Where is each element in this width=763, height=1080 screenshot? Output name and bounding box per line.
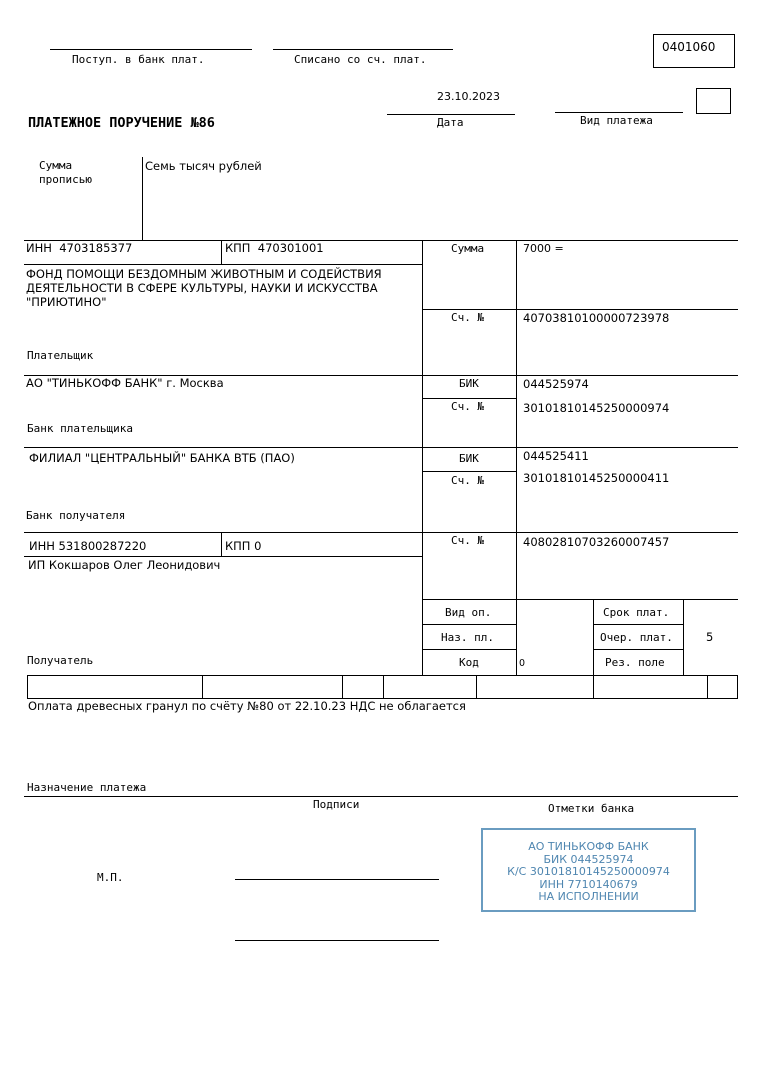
col-line-right <box>516 240 517 675</box>
sum-value: 7000 = <box>523 242 564 255</box>
tax-cell-divider-4 <box>476 675 477 699</box>
payer-bik-value: 044525974 <box>523 377 589 391</box>
payee-kpp: КПП 0 <box>225 539 262 553</box>
payer-name-3: "ПРИЮТИНО" <box>26 295 107 309</box>
tax-cell-divider-3 <box>383 675 384 699</box>
payer-name-1: ФОНД ПОМОЩИ БЕЗДОМНЫМ ЖИВОТНЫМ И СОДЕЙСТВИЯ <box>26 267 382 281</box>
stamp-line-4: ИНН 7710140679 <box>539 877 638 891</box>
payer-inn: ИНН 4703185377 <box>26 241 133 255</box>
priority-value: 5 <box>706 630 714 644</box>
col-line-payee-kpp <box>221 532 222 556</box>
row-line-sum-bottom <box>422 309 738 310</box>
bank-stamp <box>481 828 696 912</box>
stamp-line-2: БИК 044525974 <box>543 852 634 866</box>
payer-label: Плательщик <box>27 349 94 362</box>
seal-label: М.П. <box>97 871 124 884</box>
date-value: 23.10.2023 <box>437 90 500 103</box>
payer-bik-label: БИК <box>459 377 479 390</box>
bank-marks-label: Отметки банка <box>548 802 635 815</box>
row-line-codes-mid2 <box>422 649 516 650</box>
col-line-codes-3 <box>593 599 594 675</box>
sum-label: Сумма <box>451 242 485 255</box>
row-line-payee-inn-bottom <box>24 556 422 557</box>
priority-label: Очер. плат. <box>600 631 673 644</box>
tax-cell-divider-5 <box>593 675 594 699</box>
reserve-label: Рез. поле <box>605 656 665 669</box>
signatures-label: Подписи <box>313 798 360 811</box>
col-line-codes-4 <box>683 599 684 675</box>
stamp-line-5: НА ИСПОЛНЕНИИ <box>538 890 639 903</box>
op-type-label: Вид оп. <box>445 606 492 619</box>
amount-words-label-1: Сумма <box>39 159 73 172</box>
payee-bank-label: Банк получателя <box>26 509 126 522</box>
row-line-4 <box>24 532 738 533</box>
payee-bik-value: 044525411 <box>523 449 589 463</box>
col-line-left <box>422 240 423 675</box>
payee-label: Получатель <box>27 654 94 667</box>
col-line-kpp <box>221 240 222 264</box>
row-line-codes-mid2b <box>593 649 683 650</box>
payee-inn: ИНН 531800287220 <box>29 539 147 553</box>
payer-account-label: Сч. № <box>451 311 485 324</box>
row-line-codes-mid1 <box>422 624 516 625</box>
payee-bank-account-value: 30101810145250000411 <box>523 471 670 485</box>
amount-words-label-2: прописью <box>39 173 92 186</box>
row-line-bik1 <box>422 398 516 399</box>
tax-cell-divider-2 <box>342 675 343 699</box>
purpose-bottom-line <box>24 796 738 797</box>
date-line <box>387 114 515 115</box>
debited-label: Списано со сч. плат. <box>294 53 427 66</box>
term-label: Срок плат. <box>603 606 670 619</box>
row-line-3 <box>24 447 738 448</box>
amount-words-value: Семь тысяч рублей <box>145 159 262 173</box>
purpose-text: Оплата древесных гранул по счёту №80 от 22.10.23 НДС не облагается <box>28 699 466 713</box>
payer-bank-account-label: Сч. № <box>451 400 485 413</box>
payment-type-line <box>555 112 683 113</box>
payment-type-label: Вид платежа <box>580 114 653 127</box>
bank-received-line <box>50 49 252 50</box>
purpose-label: Назначение платежа <box>27 781 147 794</box>
page-title: ПЛАТЕЖНОЕ ПОРУЧЕНИЕ №86 <box>28 115 215 131</box>
code-value: 0 <box>519 658 526 669</box>
row-line-bik2 <box>422 471 516 472</box>
payer-name-2: ДЕЯТЕЛЬНОСТИ В СФЕРЕ КУЛЬТУРЫ, НАУКИ И ИСКУССТВА <box>26 281 378 295</box>
payment-type-box <box>696 88 731 114</box>
stamp-line-1: АО ТИНЬКОФФ БАНК <box>528 840 649 853</box>
payer-kpp: КПП 470301001 <box>225 241 324 255</box>
payee-account-label: Сч. № <box>451 534 485 547</box>
bank-received-label: Поступ. в банк плат. <box>72 53 205 66</box>
row-line-codes-mid1b <box>593 624 683 625</box>
date-label: Дата <box>437 116 464 129</box>
payee-bank-account-label: Сч. № <box>451 474 485 487</box>
purpose-code-label: Наз. пл. <box>441 631 494 644</box>
payer-bank-label: Банк плательщика <box>27 422 133 435</box>
debited-line <box>273 49 453 50</box>
payer-bank-account-value: 30101810145250000974 <box>523 401 670 415</box>
tax-cell-divider-1 <box>202 675 203 699</box>
row-line-codes-top <box>422 599 738 600</box>
signature-line-2 <box>235 940 439 941</box>
stamp-line-3: К/С 30101810145250000974 <box>507 865 670 878</box>
tax-cell-divider-6 <box>707 675 708 699</box>
amount-words-divider <box>142 157 143 240</box>
form-code: 0401060 <box>662 40 716 54</box>
payee-name: ИП Кокшаров Олег Леонидович <box>28 558 221 572</box>
payee-bik-label: БИК <box>459 452 479 465</box>
payer-account-value: 40703810100000723978 <box>523 311 670 325</box>
signature-line-1 <box>235 879 439 880</box>
row-line-inn-bottom <box>24 264 422 265</box>
payer-bank-name: АО "ТИНЬКОФФ БАНК" г. Москва <box>26 376 224 390</box>
payee-bank-name: ФИЛИАЛ "ЦЕНТРАЛЬНЫЙ" БАНКА ВТБ (ПАО) <box>29 451 295 465</box>
payee-account-value: 40802810703260007457 <box>523 535 670 549</box>
code-label: Код <box>459 656 479 669</box>
